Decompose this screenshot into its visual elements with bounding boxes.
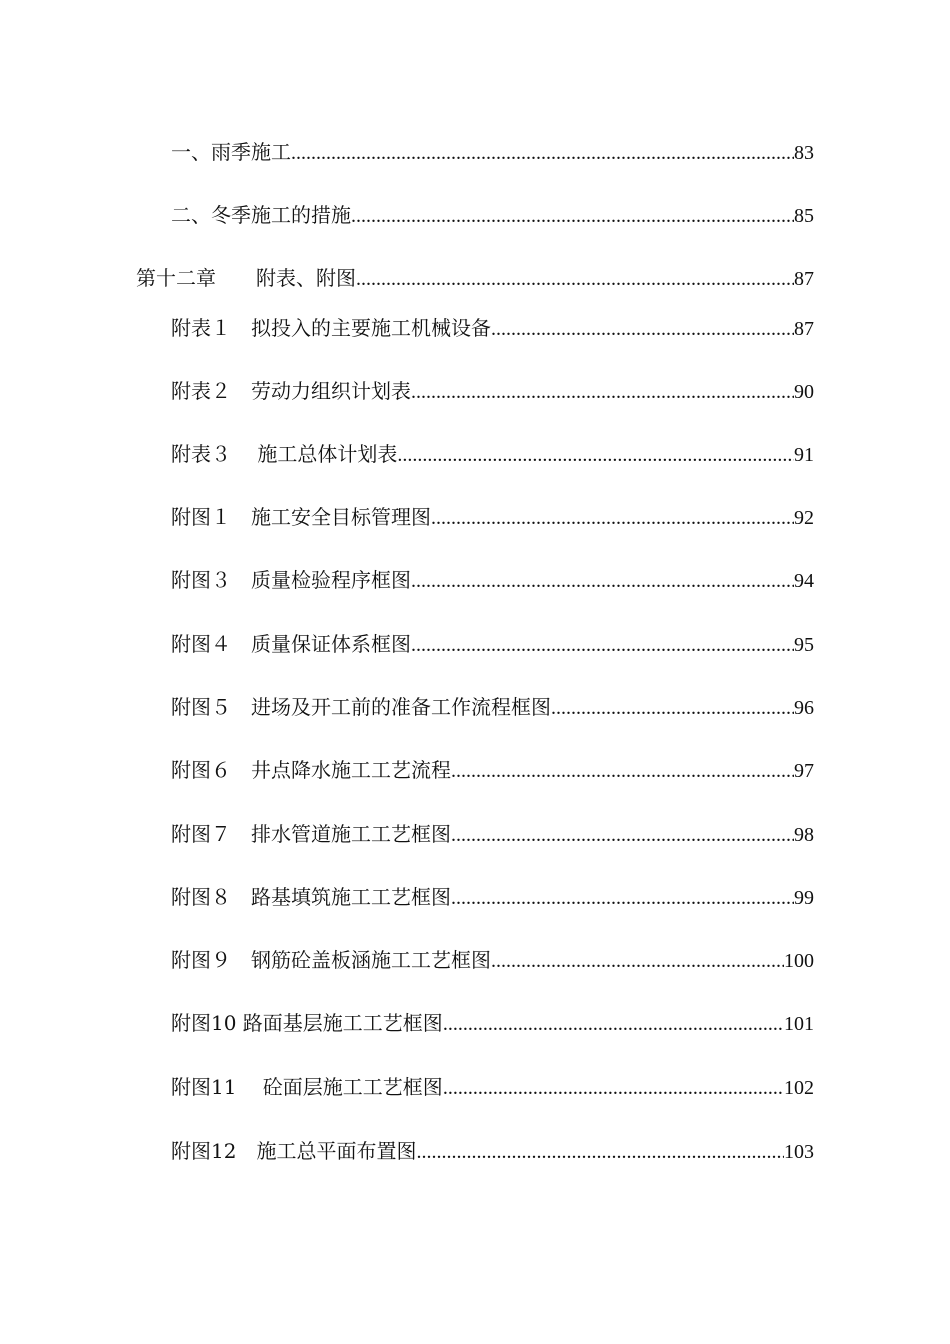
toc-page-number: 90: [794, 381, 814, 403]
dot-leader: [397, 440, 794, 470]
toc-entry-label: 附图９ 钢筋砼盖板涵施工工艺框图: [171, 948, 491, 972]
dot-leader: [411, 630, 794, 660]
toc-entry-label: 附图６ 井点降水施工工艺流程: [171, 758, 451, 782]
toc-entry-label: 附表２ 劳动力组织计划表: [171, 379, 411, 403]
toc-entry-appendix-figure-7[interactable]: [171, 819, 814, 849]
toc-entry-appendix-table-1[interactable]: [171, 313, 814, 343]
toc-page-number: 102: [784, 1077, 814, 1099]
toc-page-number: 83: [794, 142, 814, 164]
toc-entry-appendix-figure-6[interactable]: [171, 755, 814, 785]
toc-entry-appendix-figure-11[interactable]: [171, 1072, 814, 1102]
toc-page-number: 103: [784, 1141, 814, 1163]
toc-entry-appendix-figure-9[interactable]: [171, 945, 814, 975]
toc-entry-label: 附图11 砼面层施工工艺框图: [171, 1075, 443, 1099]
toc-entry-appendix-figure-1[interactable]: [171, 502, 814, 532]
toc-page-number: 85: [794, 205, 814, 227]
dot-leader: [491, 314, 794, 344]
toc-entry-label: 附图８ 路基填筑施工工艺框图: [171, 885, 451, 909]
toc-entry-appendix-figure-8[interactable]: [171, 882, 814, 912]
toc-page-number: 98: [794, 824, 814, 846]
toc-page-number: 94: [794, 570, 814, 592]
dot-leader: [451, 820, 794, 850]
dot-leader: [451, 883, 794, 913]
toc-page-number: 100: [784, 950, 814, 972]
dot-leader: [356, 264, 794, 294]
toc-entry-label: 附表１ 拟投入的主要施工机械设备: [171, 316, 491, 340]
toc-entry-chapter-12[interactable]: [136, 263, 814, 293]
toc-entry-appendix-table-3[interactable]: [171, 439, 814, 469]
dot-leader: [411, 377, 794, 407]
toc-page-number: 99: [794, 887, 814, 909]
toc-entry-appendix-figure-3[interactable]: [171, 565, 814, 595]
toc-entry-appendix-figure-10[interactable]: [171, 1008, 814, 1038]
toc-entry-label: 附图10 路面基层施工工艺框图: [171, 1011, 443, 1035]
dot-leader: [443, 1009, 784, 1039]
toc-entry-label: 附图１ 施工安全目标管理图: [171, 505, 431, 529]
toc-entry-label: 附图３ 质量检验程序框图: [171, 568, 411, 592]
dot-leader: [451, 756, 794, 786]
toc-entry-label: 一、雨季施工: [171, 140, 291, 164]
toc-entry-appendix-figure-12[interactable]: [171, 1136, 814, 1166]
toc-entry-label: 附图12 施工总平面布置图: [171, 1139, 417, 1163]
dot-leader: [411, 566, 794, 596]
dot-leader: [291, 138, 794, 168]
dot-leader: [551, 693, 794, 723]
toc-entry-label: 附图７ 排水管道施工工艺框图: [171, 822, 451, 846]
toc-page-number: 101: [784, 1013, 814, 1035]
toc-entry-label: 第十二章 附表、附图: [136, 266, 356, 290]
toc-entry-appendix-figure-4[interactable]: [171, 629, 814, 659]
dot-leader: [443, 1073, 784, 1103]
toc-entry-label: 附图５ 进场及开工前的准备工作流程框图: [171, 695, 551, 719]
toc-page-number: 97: [794, 760, 814, 782]
toc-entry-rainy-season[interactable]: [171, 137, 814, 167]
toc-entry-label: 附表３ 施工总体计划表: [171, 442, 398, 466]
toc-page-number: 87: [794, 318, 814, 340]
toc-page-number: 95: [794, 634, 814, 656]
toc-page-number: 87: [794, 268, 814, 290]
toc-entry-appendix-table-2[interactable]: [171, 376, 814, 406]
dot-leader: [431, 503, 794, 533]
toc-entry-label: 附图４ 质量保证体系框图: [171, 632, 411, 656]
dot-leader: [351, 201, 794, 231]
toc-page-number: 96: [794, 697, 814, 719]
toc-page-number: 92: [794, 507, 814, 529]
dot-leader: [491, 946, 784, 976]
toc-entry-winter-measures[interactable]: [171, 200, 814, 230]
toc-entry-appendix-figure-5[interactable]: [171, 692, 814, 722]
toc-page-number: 91: [794, 444, 814, 466]
toc-entry-label: 二、冬季施工的措施: [171, 203, 351, 227]
dot-leader: [416, 1137, 784, 1167]
